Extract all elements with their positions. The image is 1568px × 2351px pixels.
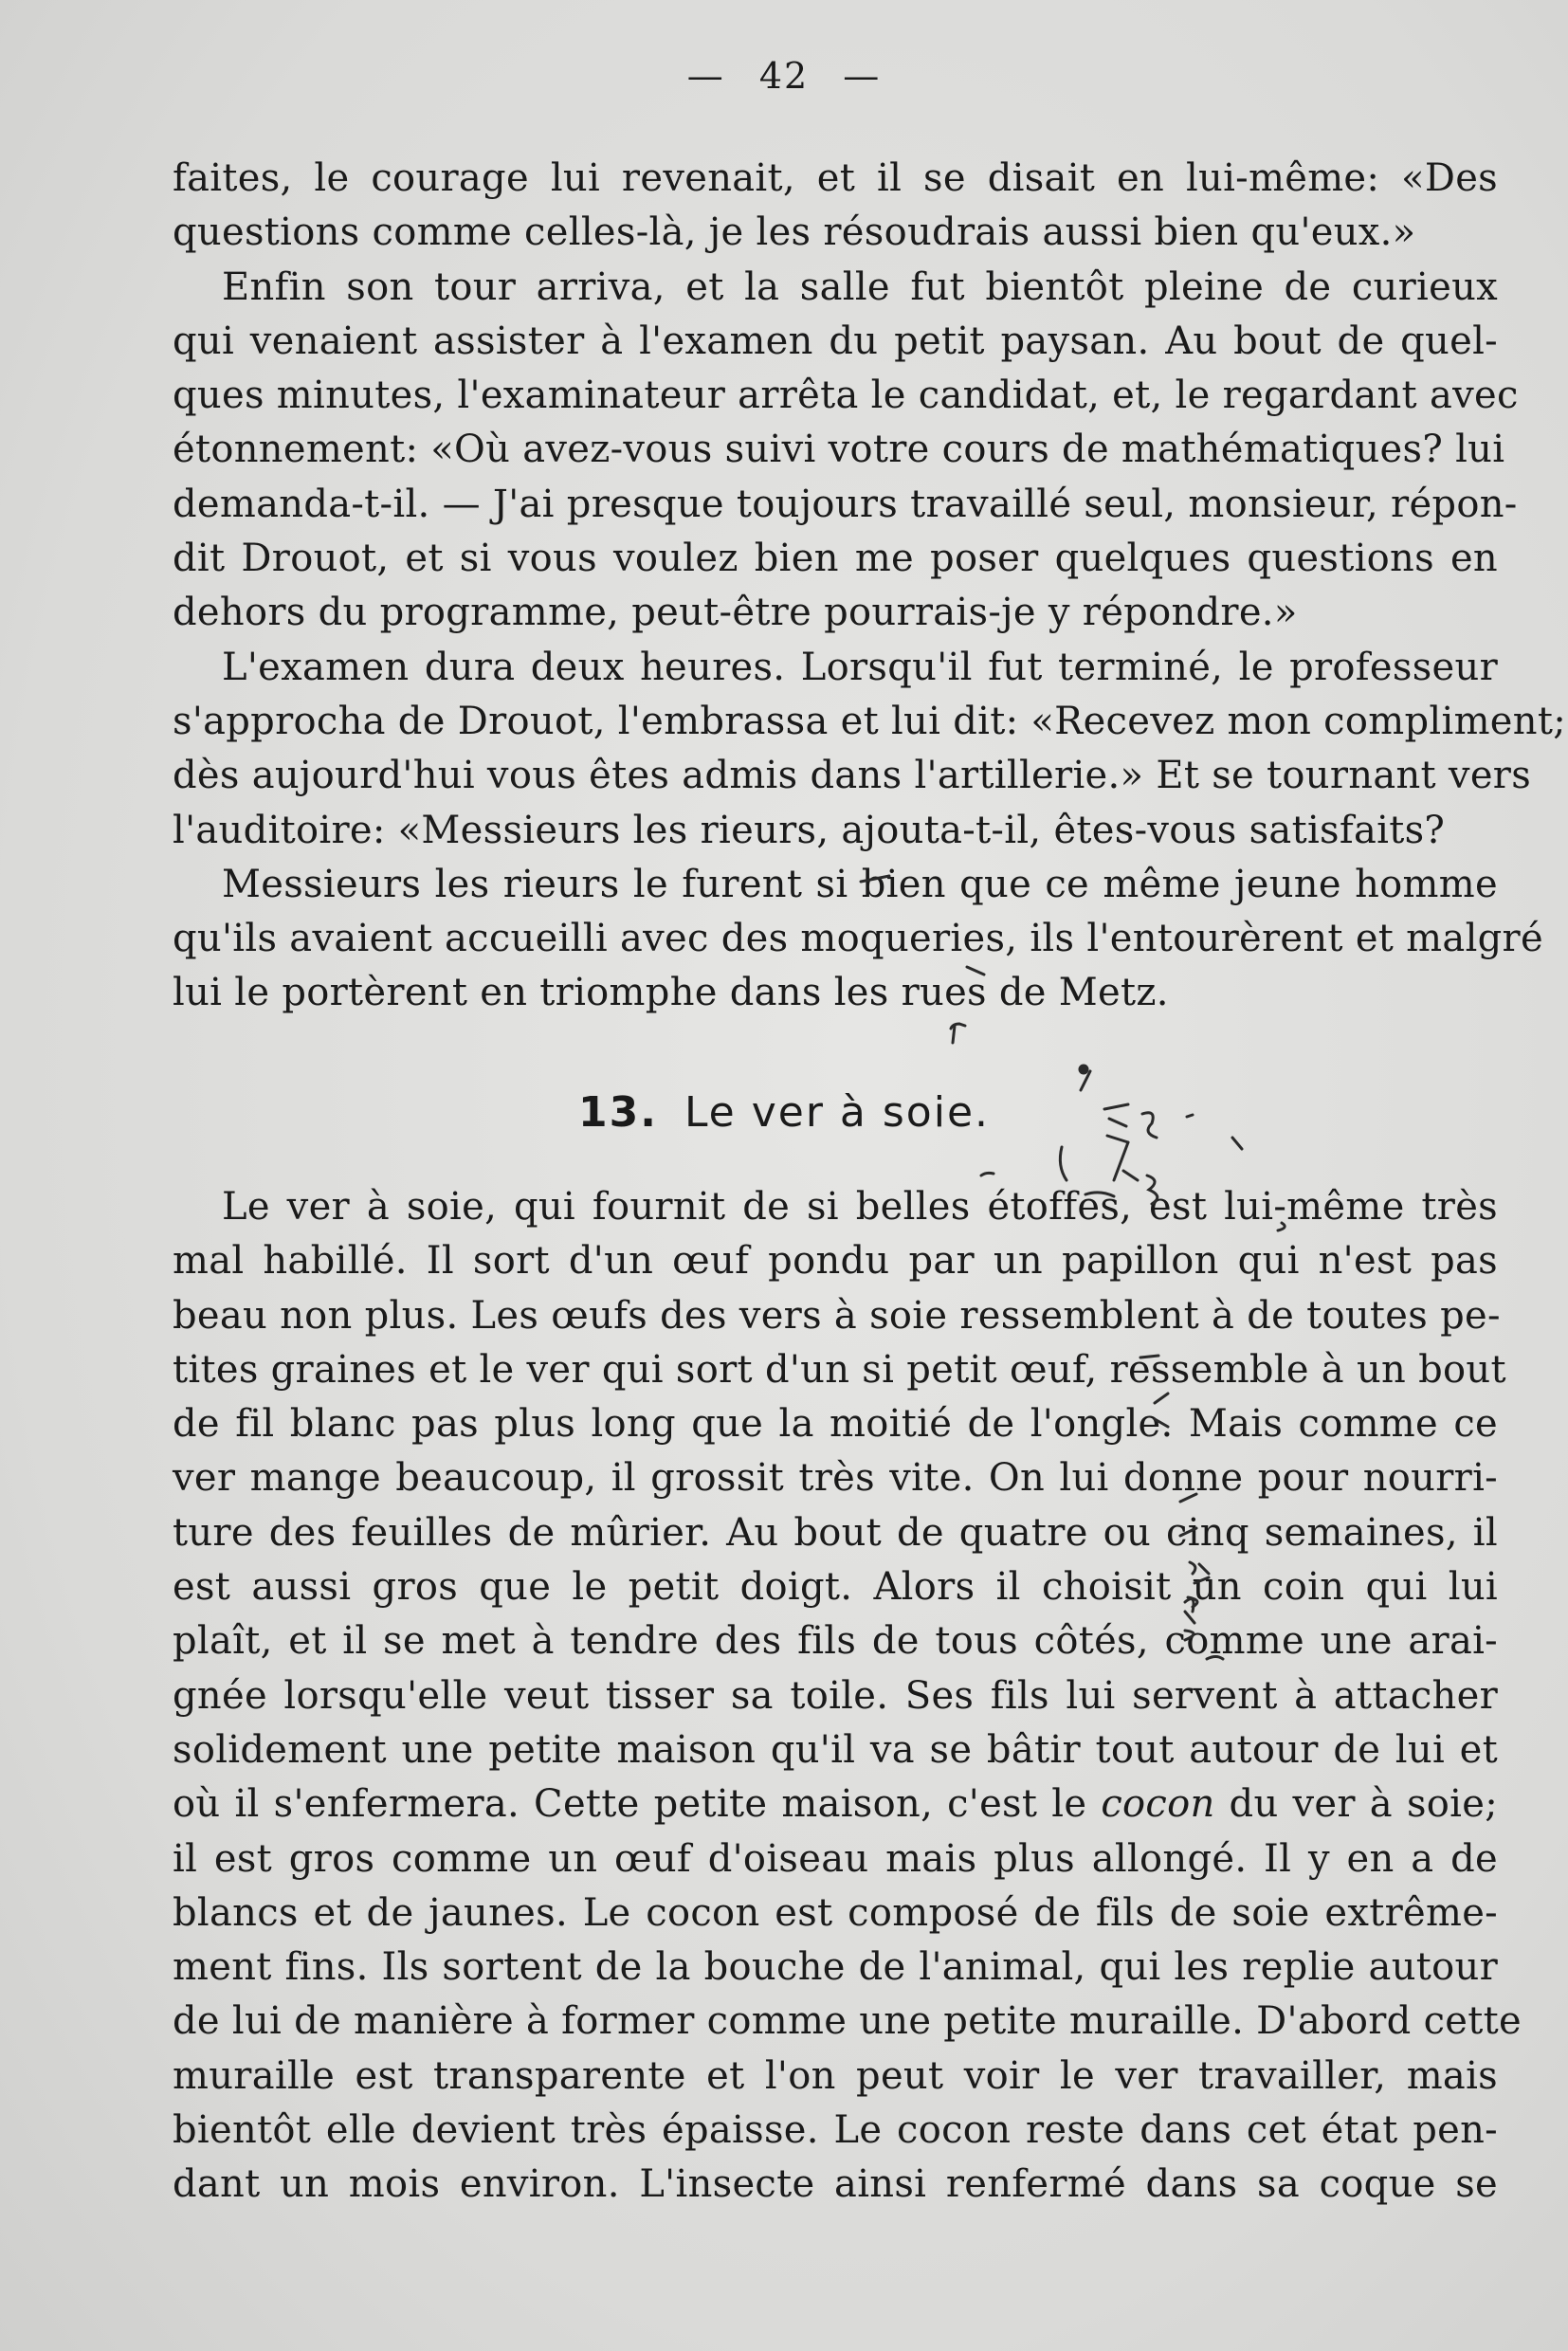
continuation-text [173, 152, 1566, 1021]
text-line: étonnement: «Où avez-vous suivi votre cours de mathématiques? lui [173, 428, 1505, 472]
pen-stroke [1232, 1138, 1242, 1149]
text-line: bientôt elle devient très épaisse. Le cocon reste dans cet état pen- [173, 2108, 1498, 2153]
text-line [173, 1777, 1498, 1832]
text-line: Messieurs les rieurs le furent si bien que ce même jeune homme [222, 862, 1498, 906]
pen-stroke [1060, 1147, 1067, 1180]
text-line: dès aujourd'hui vous êtes admis dans l'artillerie.» Et se tournant vers [173, 754, 1532, 798]
text-line: Le ver à soie, qui fournit de si belles étoffes, est lui-même très [222, 1185, 1498, 1229]
section-text [173, 1180, 1522, 2213]
italic-term: cocon [1101, 1782, 1215, 1827]
section-heading [0, 1088, 1568, 1137]
text-line: muraille est transparente et l'on peut voir le ver travailler, mais [173, 2053, 1498, 2098]
text-line: s'approcha de Drouot, l'embrassa et lui dit: «Recevez mon compliment; [173, 699, 1566, 743]
text-line: solidement une petite maison qu'il va se bâtir tout autour de lui et [173, 1727, 1498, 1772]
text-fragment: du ver à soie; [1214, 1782, 1498, 1827]
text-line: L'examen dura deux heures. Lorsqu'il fut terminé, le professeur [222, 645, 1498, 689]
text-fragment: où il s'enfermera. Cette petite maison, c'est le [173, 1782, 1087, 1827]
text-line: qui venaient assister à l'examen du petit paysan. Au bout de quel- [173, 319, 1498, 363]
text-line: est aussi gros que le petit doigt. Alors il choisit un coin qui lui [173, 1565, 1498, 1610]
text-line: dehors du programme, peut-être pourrais-je y répondre.» [173, 591, 1298, 635]
text-line: demanda-t-il. — J'ai presque toujours travaillé seul, monsieur, répon- [173, 482, 1518, 526]
text-line: ment fins. Ils sortent de la bouche de l'animal, qui les replie autour [173, 1945, 1498, 1990]
page-number-dash-left: — [686, 55, 725, 97]
text-line: de lui de manière à former comme une petite muraille. D'abord cette [173, 1999, 1522, 2044]
text-line: mal habillé. Il sort d'un œuf pondu par un papillon qui n'est pas [173, 1239, 1498, 1284]
pen-stroke [981, 1173, 994, 1176]
pen-stroke [951, 1024, 965, 1043]
section-number: 13. [577, 1088, 658, 1137]
text-line: ver mange beaucoup, il grossit très vite. On lui donne pour nourri- [173, 1456, 1498, 1501]
page-number-value: 42 [758, 55, 810, 97]
text-line: Enfin son tour arriva, et la salle fut bientôt pleine de curieux [222, 264, 1498, 309]
text-line: il est gros comme un œuf d'oiseau mais plus allongé. Il y en a de [173, 1836, 1498, 1881]
pen-stroke [1114, 1142, 1138, 1180]
pen-dot [1080, 1066, 1087, 1073]
text-line: blancs et de jaunes. Le cocon est composé de fils de soie extrême- [173, 1890, 1498, 1935]
text-line: de fil blanc pas plus long que la moitié de l'ongle. Mais comme ce [173, 1402, 1498, 1447]
text-line: faites, le courage lui revenait, et il se disait en lui-même: «Des [173, 156, 1498, 200]
section-title: Le ver à soie. [684, 1088, 990, 1137]
page-number-dash-right: — [843, 55, 882, 97]
page-number [0, 55, 1568, 97]
text-line: l'auditoire: «Messieurs les rieurs, ajouta-t-il, êtes-vous satisfaits? [173, 808, 1446, 852]
text-line: lui le portèrent en triomphe dans les rues de Metz. [173, 971, 1169, 1015]
text-line: qu'ils avaient accueilli avec des moqueries, ils l'entourèrent et malgré [173, 917, 1543, 961]
text-line: ques minutes, l'examinateur arrêta le candidat, et, le regardant avec [173, 374, 1519, 418]
text-line: tites graines et le ver qui sort d'un si petit œuf, ressemble à un bout [173, 1347, 1506, 1392]
text-line: plaît, et il se met à tendre des fils de tous côtés, comme une arai- [173, 1619, 1498, 1664]
text-line: ture des feuilles de mûrier. Au bout de quatre ou cinq semaines, il [173, 1510, 1498, 1555]
text-line: questions comme celles-là, je les résoudrais aussi bien qu'eux.» [173, 210, 1416, 255]
text-line: beau non plus. Les œufs des vers à soie ressemblent à de toutes pe- [173, 1293, 1501, 1338]
text-line: gnée lorsqu'elle veut tisser sa toile. Ses fils lui servent à attacher [173, 1673, 1498, 1718]
text-line: dant un mois environ. L'insecte ainsi renfermé dans sa coque se [173, 2162, 1498, 2207]
text-line: dit Drouot, et si vous voulez bien me poser quelques questions en [173, 537, 1498, 581]
pen-stroke [1081, 1071, 1090, 1090]
